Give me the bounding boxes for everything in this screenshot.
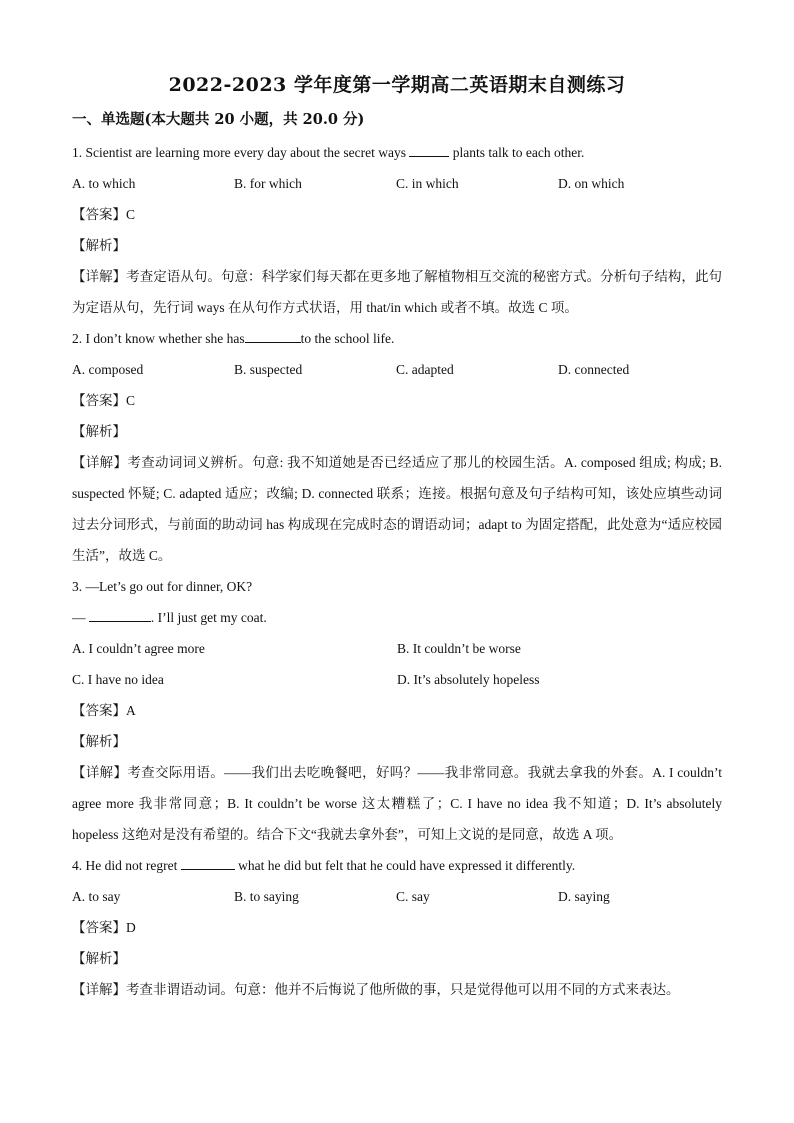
option-d: D. on which [558, 176, 625, 191]
answer-value: D [126, 920, 136, 935]
option-a: A. to say [72, 889, 121, 904]
answer-line: 【答案】C [72, 207, 136, 222]
option-a: A. to which [72, 176, 136, 191]
option-c: C. in which [396, 176, 459, 191]
analysis-label: 【解析】 [72, 424, 126, 439]
question-stem: 1. Scientist are learning more every day about the secret ways plants talk to each other. [72, 145, 585, 160]
question-options [72, 168, 722, 199]
question-stem: 2. I don’t know whether she has to the school life. [72, 331, 395, 346]
option-c: C. adapted [396, 362, 454, 377]
answer-blank [181, 857, 235, 870]
option-b: B. It couldn’t be worse [397, 641, 521, 656]
option-d: D. It’s absolutely hopeless [397, 672, 540, 687]
option-b: B. for which [234, 176, 302, 191]
answer-value: C [126, 393, 136, 408]
question-options-row-1 [72, 633, 722, 664]
detail-paragraph: 【详解】考查非谓语动词。句意：他并不后悔说了他所做的事，只是觉得他可以用不同的方式来表达。 [72, 982, 680, 997]
question-options [72, 354, 722, 385]
answer-blank [245, 330, 301, 343]
detail-paragraph: 【详解】考查动词词义辨析。句意: 我不知道她是否已经适应了那儿的校园生活。A. composed 组成; 构成; B. suspected 怀疑; C. adapted 适应；改编; D. connected 联系；连接。根据句意及句子结构可知，该处应填些动词过去分词形式，与前面的助动词 has 构成现在完成时态的谓语动词；adapt to 为固定搭配，此处意为“适应校园生活”，故选 C。 [72, 455, 722, 563]
detail-paragraph: 【详解】考查交际用语。——我们出去吃晚餐吧，好吗？——我非常同意。我就去拿我的外套。A. I couldn’t agree more 我非常同意；B. It couldn’t be worse 这太糟糕了；C. I have no idea 我不知道；D. It’s absolutely hopeless 这绝对是没有希望的。结合下文“我就去拿外套”，可知上文说的是同意，故选 A 项。 [72, 765, 722, 842]
answer-blank [409, 144, 449, 157]
option-a: A. composed [72, 362, 144, 377]
option-d: D. saying [558, 889, 610, 904]
analysis-label: 【解析】 [72, 238, 126, 253]
analysis-label: 【解析】 [72, 951, 126, 966]
question-stem: 4. He did not regret what he did but felt that he could have expressed it differently. [72, 858, 576, 873]
detail-paragraph: 【详解】考查定语从句。句意：科学家们每天都在更多地了解植物相互交流的秘密方式。分析句子结构，此句为定语从句，先行词 ways 在从句作方式状语，用 that/in which 或者不填。故选 C 项。 [72, 269, 723, 315]
answer-line: 【答案】D [72, 920, 136, 935]
answer-value: C [126, 207, 136, 222]
section-heading: 一、单选题(本大题共 20 小题，共 20.0 分) [72, 111, 365, 128]
answer-line: 【答案】C [72, 393, 136, 408]
question-stem-reply: — . I’ll just get my coat. [72, 610, 267, 625]
option-a: A. I couldn’t agree more [72, 641, 205, 656]
question-list [72, 137, 722, 1005]
answer-value: A [126, 703, 136, 718]
option-b: B. suspected [234, 362, 303, 377]
option-c: C. I have no idea [72, 672, 164, 687]
analysis-label: 【解析】 [72, 734, 126, 749]
page-title: 2022-2023 学年度第一学期高二英语期末自测练习 [168, 74, 626, 96]
answer-blank [89, 609, 151, 622]
question-options-row-2 [72, 664, 722, 695]
option-b: B. to saying [234, 889, 299, 904]
option-d: D. connected [558, 362, 630, 377]
option-c: C. say [396, 889, 430, 904]
question-options [72, 881, 722, 912]
answer-line: 【答案】A [72, 703, 136, 718]
question-stem: 3. —Let’s go out for dinner, OK? [72, 579, 253, 594]
